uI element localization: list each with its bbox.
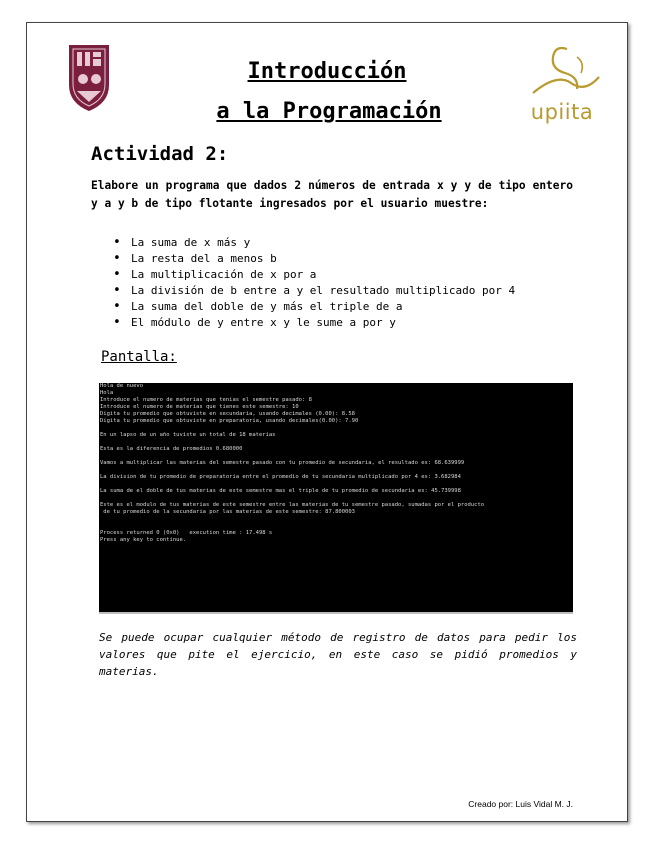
console-line (99, 439, 573, 446)
console-line (99, 453, 573, 460)
screen-label: Pantalla: (101, 349, 177, 365)
console-line: Introduce el numero de materias que tenias el semestre pasado: 8 (100, 397, 312, 403)
console-line: Este es el modulo de tus materias de este semestre entre las materias de tu semestre pasado, sumadas por el producto (100, 502, 485, 508)
activity-heading: Actividad 2: (91, 143, 229, 165)
console-line: Vamos a multiplicar las materias del semestre pasado con tu promedio de secundaria, el resultado es: 68.639999 (100, 460, 465, 466)
console-line: Digita tu promedio que obtuviste en secundaria, usando decimales (0.00): 8.58 (100, 411, 355, 417)
console-line: Process returned 0 (0x0) execution time : 17.498 s (100, 530, 273, 536)
author-credit: Creado por: Luis Vidal M. J. (468, 799, 573, 809)
console-line: Hola (100, 390, 114, 396)
upiita-logo-text: upiita (530, 100, 594, 124)
list-item: • La división de b entre a y el resultado multiplicado por 4 (113, 283, 515, 299)
console-line: de tu promedio de la secundaria por las materias de este semestre: 87.800003 (100, 509, 355, 515)
console-line (99, 516, 573, 523)
course-title-line-1: Introducción (247, 59, 407, 84)
console-line: Digita tu promedio que obtuviste en preparatoria, usando decimales(0.00): 7.90 (100, 418, 359, 424)
console-screenshot (99, 383, 573, 614)
console-line: La suma de el doble de tus materias de este semestre mas el triple de tu promedio de secundaria es: 45.739998 (100, 488, 461, 494)
console-line (99, 523, 573, 530)
list-item: • El módulo de y entre x y le sume a por y (113, 315, 515, 331)
console-line (99, 467, 573, 474)
list-item: • La suma de x más y (113, 235, 515, 251)
console-line: Press any key to continue. (100, 537, 187, 543)
list-item: • La multiplicación de x por a (113, 267, 515, 283)
console-line: Introduce el numero de materias que tienes este semestre: 10 (100, 404, 299, 410)
console-line (99, 481, 573, 488)
requirements-list (113, 235, 515, 331)
document-page (26, 22, 628, 822)
console-line: Hola de nuevo (100, 383, 144, 389)
list-item: • La suma del doble de y más el triple de a (113, 299, 515, 315)
activity-prompt: Elabore un programa que dados 2 números de entrada x y y de tipo entero y a y b de tipo flotante ingresados por el usuario muestre: (91, 179, 573, 210)
console-line: La division de tu promedio de preparatoria entre el promedio de tu secundaria multiplicado por 4 es: 3.682984 (100, 474, 461, 480)
console-line (99, 495, 573, 502)
list-item: • La resta del a menos b (113, 251, 515, 267)
console-line: En un lapso de un año tuviste un total de 18 materias (100, 432, 276, 438)
method-note: Se puede ocupar cualquier método de registro de datos para pedir los valores que pite el ejercicio, en este caso se pidió promedios y materias. (99, 631, 577, 678)
console-line (99, 425, 573, 432)
course-title-line-2: a la Programación (216, 99, 442, 124)
console-line: Esta es la diferencia de promedios 0.680000 (100, 446, 243, 452)
